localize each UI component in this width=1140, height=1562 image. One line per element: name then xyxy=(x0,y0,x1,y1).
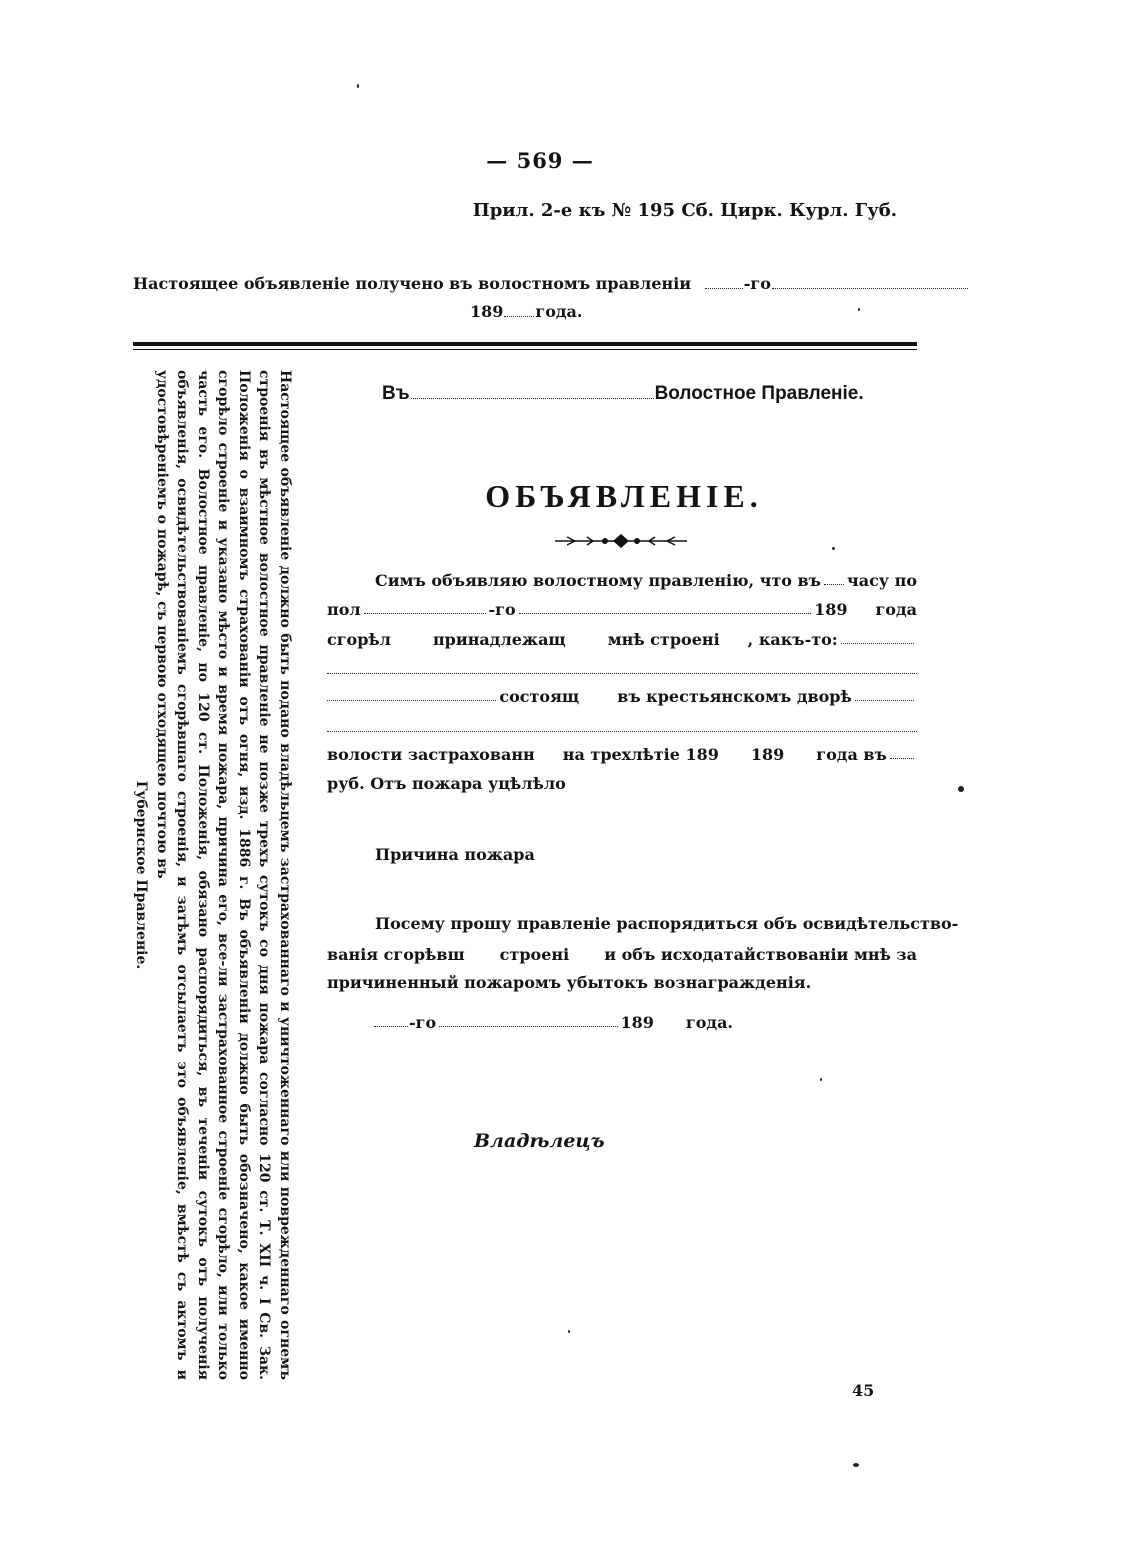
line1-end: часу по xyxy=(846,571,917,590)
request-l2-b: строені xyxy=(499,945,570,964)
scan-speck xyxy=(357,84,359,88)
receipt-text: Настоящее объявленіе получено въ волостномъ правленіи xyxy=(133,274,692,293)
form-line-2 xyxy=(327,600,917,619)
scan-speck xyxy=(958,786,964,792)
line7-goda: года въ xyxy=(816,745,887,764)
receipt-suffix: -го xyxy=(743,274,771,293)
line7-volost: волости застрахованн xyxy=(327,745,535,764)
scan-speck xyxy=(858,308,860,311)
title-ornament xyxy=(553,531,689,551)
line3-building: мнѣ строені xyxy=(607,630,720,649)
receipt-year-prefix: 189 xyxy=(470,302,504,321)
date-go: -го xyxy=(409,1013,437,1032)
hour-blank xyxy=(824,584,844,585)
form-blank-line-6 xyxy=(327,730,917,732)
month-blank xyxy=(519,613,811,614)
line2-year: 189 xyxy=(814,600,848,619)
date-month-blank xyxy=(439,1026,617,1027)
signature-mark: 45 xyxy=(852,1381,875,1400)
side-note-column xyxy=(130,370,295,1380)
form-line-1 xyxy=(375,571,917,590)
date-goda: года. xyxy=(685,1013,733,1032)
scan-speck xyxy=(832,547,835,550)
date-day-blank xyxy=(374,1025,408,1027)
side-note-text: Настоящее объявленіе должно быть подано владѣльцемъ застрахованнаго и уничтоженнаго или поврежденнаго огнемъ строенія въ мѣстное волостное правленіе не позже трехъ сутокъ со дня пожара согласно 120 ст. Т. XII ч. I Св. Зак. Положенія о взаимномъ страхованіи отъ огня, изд. 1886 г. Въ объявленіи должно быть обозначено, какое именно сгорѣло строеніе и указано мѣсто и время пожара, причина его, все-ли застрахованное строеніе сгорѣло, или только часть его. Волостное правленіе, по 120 ст. Положенія, обязано распорядиться, въ теченіи сутокъ отъ полученія объявленія, освидѣтельствованіемъ сгорѣвшаго строенія, и затѣмъ отсылаетъ это объявленіе, вмѣстѣ съ актомъ и удостовѣреніемъ о пожарѣ, съ первою отходящею почтою въ xyxy=(154,370,293,1380)
request-line-3: причиненный пожаромъ убытокъ вознагражденія. xyxy=(327,973,812,992)
fire-cause-label: Причина пожара xyxy=(375,845,535,864)
form-line-3 xyxy=(327,630,917,649)
page-number: — 569 — xyxy=(486,148,594,173)
form-line-5 xyxy=(327,687,917,706)
scan-speck xyxy=(568,1330,570,1333)
line5-yard: въ крестьянскомъ дворѣ xyxy=(617,687,852,706)
request-l2-c: и объ исходатайствованіи мнѣ за xyxy=(604,945,917,964)
line7-triennium: на трехлѣтіе 189 xyxy=(562,745,719,764)
owner-signature-label: Владѣлецъ xyxy=(474,1130,605,1152)
receipt-month-blank xyxy=(772,287,968,289)
request-line-2 xyxy=(327,945,917,964)
addressee-line xyxy=(382,383,864,405)
circular-reference: Прил. 2-е къ № 195 Сб. Цирк. Курл. Губ. xyxy=(472,200,897,221)
date-year: 189 xyxy=(620,1013,654,1032)
request-line-1: Посему прошу правленіе распорядиться объ освидѣтельство- xyxy=(375,914,959,933)
form-line-7 xyxy=(327,745,917,764)
day-blank xyxy=(364,613,486,614)
line3-namely: , какъ-то: xyxy=(747,630,838,649)
side-note-closing: Губернское Правленіе. xyxy=(133,780,150,970)
receipt-line xyxy=(133,274,969,293)
line5-consisting: состоящ xyxy=(499,687,580,706)
date-line xyxy=(373,1013,733,1032)
addressee-blank xyxy=(411,397,654,399)
pre-consisting-blank xyxy=(327,700,496,701)
line7-year2: 189 xyxy=(750,745,785,764)
line2-goda: года xyxy=(875,600,917,619)
line1-text: Симъ объявляю волостному правленію, что въ xyxy=(375,571,821,590)
line2-pol: пол xyxy=(327,600,361,619)
scan-speck xyxy=(820,1078,822,1081)
addressee-suffix: Волостное Правленіе. xyxy=(654,383,864,404)
sum-blank xyxy=(890,758,914,759)
buildings-blank xyxy=(841,643,914,644)
addressee-prefix: Въ xyxy=(382,383,410,404)
form-blank-line-4 xyxy=(327,672,917,674)
receipt-year-blank xyxy=(504,315,534,317)
receipt-year-suffix: года. xyxy=(535,302,583,321)
yard-blank xyxy=(855,700,914,701)
line3-belonging: принадлежащ xyxy=(432,630,566,649)
double-rule-top xyxy=(133,342,917,346)
side-note xyxy=(130,370,295,1380)
line3-burned: сгорѣл xyxy=(327,630,391,649)
receipt-year-line xyxy=(470,302,582,321)
request-l2-a: ванія сгорѣвш xyxy=(327,945,465,964)
form-line-8: руб. Отъ пожара уцѣлѣло xyxy=(327,774,566,793)
double-rule-bottom xyxy=(133,349,917,350)
receipt-day-blank xyxy=(705,287,743,289)
scan-speck xyxy=(853,1463,859,1467)
form-title: ОБЪЯВЛЕНІЕ. xyxy=(485,478,763,514)
line2-go: -го xyxy=(488,600,516,619)
